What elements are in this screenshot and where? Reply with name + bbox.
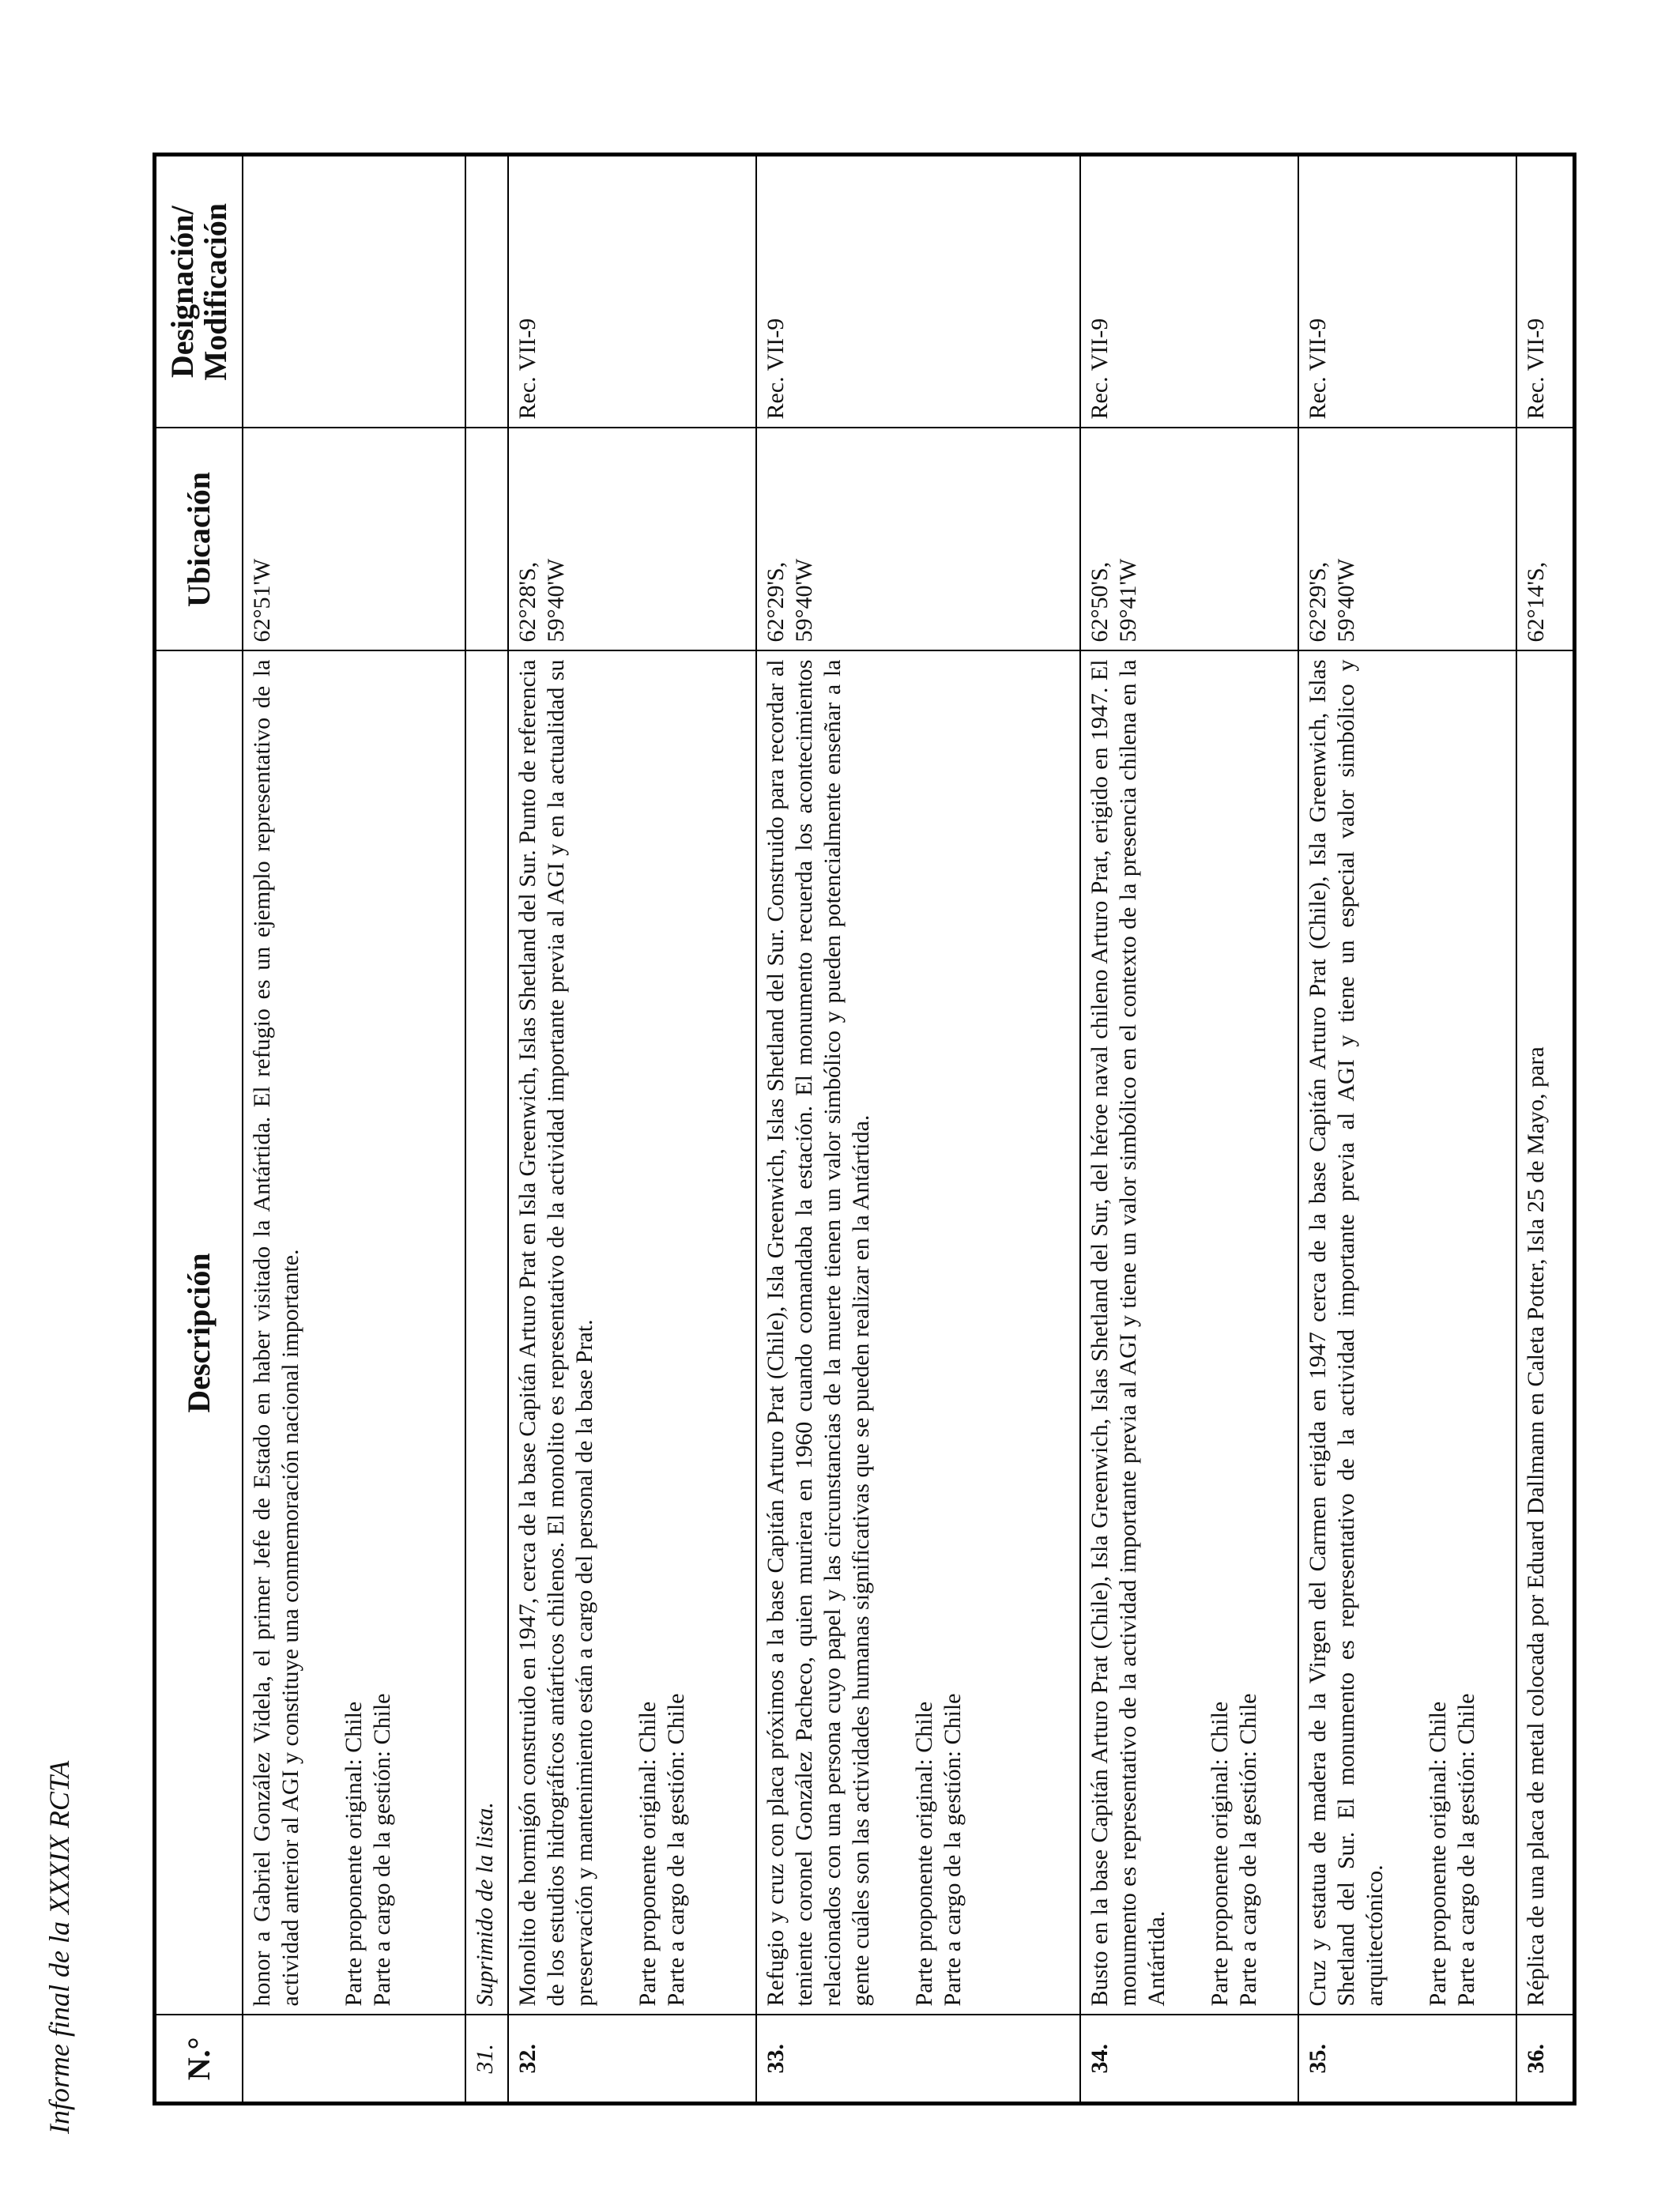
row-number: 35. [1298, 2015, 1516, 2104]
party-management: Parte a cargo de la gestión: Chile [1235, 1693, 1261, 2007]
table-row [508, 155, 756, 2104]
header-number: N.° [155, 2015, 243, 2104]
row-location [1080, 428, 1298, 651]
party-original: Parte proponente original: Chile [1207, 1701, 1233, 2007]
row-location [243, 428, 465, 651]
description-text: Refugio y cruz con placa próximos a la base Capitán Arturo Prat (Chile), Isla Greenwich, Islas Shetland del Sur. Construido para recordar al teniente coronel González Pacheco, quien muriera en 1960 cuando comandaba la estación. El monumento recuerda los acontecimientos relacionados con una persona cuyo papel y las circunstancias de la muerte tienen un valor simbólico y pueden potencialmente enseñar a la gente cuáles son las actividades humanas significativas que se pueden realizar en la Antártida. [763, 659, 874, 2007]
location-line1: 62°50'S, [1087, 561, 1113, 643]
header-designation-line1: Designación/ [164, 205, 200, 379]
table-row [243, 155, 465, 2104]
party-original: Parte proponente original: Chile [911, 1701, 937, 2007]
table-row [1080, 155, 1298, 2104]
header-designation-line2: Modificación [198, 203, 233, 381]
row-description [1516, 651, 1575, 2015]
row-number: 33. [756, 2015, 1080, 2104]
row-description [508, 651, 756, 2015]
table-row [1516, 155, 1575, 2104]
row-number: 34. [1080, 2015, 1298, 2104]
table-row [1298, 155, 1516, 2104]
monuments-table [153, 153, 1576, 2105]
row-location [1516, 428, 1575, 651]
party-management: Parte a cargo de la gestión: Chile [369, 1693, 395, 2007]
row-description [1298, 651, 1516, 2015]
header-location: Ubicación [155, 428, 243, 651]
table-row [756, 155, 1080, 2104]
row-location [1298, 428, 1516, 651]
party-management: Parte a cargo de la gestión: Chile [940, 1693, 966, 2007]
party-original: Parte proponente original: Chile [341, 1701, 367, 2007]
row-designation [243, 155, 465, 428]
location-line1: 62°29'S, [1305, 561, 1331, 643]
description-text: Suprimido de la lista. [472, 1802, 498, 2007]
description-text: Réplica de una placa de metal colocada por Eduard Dallmann en Caleta Potter, Isla 25 de Mayo, para [1523, 1046, 1549, 2007]
row-location [508, 428, 756, 651]
row-number: 31. [465, 2015, 508, 2104]
row-designation: Rec. VII-9 [1080, 155, 1298, 428]
location-line1: 62°51'W [249, 558, 275, 643]
row-designation: Rec. VII-9 [508, 155, 756, 428]
row-description [1080, 651, 1298, 2015]
party-original: Parte proponente original: Chile [635, 1701, 661, 2007]
location-line1: 62°14'S, [1523, 561, 1549, 643]
location-line1: 62°29'S, [763, 561, 789, 643]
location-line2: 59°40'W [791, 558, 817, 643]
header-description: Descripción [155, 651, 243, 2015]
row-location [465, 428, 508, 651]
table-row [465, 155, 508, 2104]
row-designation [465, 155, 508, 428]
row-number: 36. [1516, 2015, 1575, 2104]
header-designation [155, 155, 243, 428]
party-original: Parte proponente original: Chile [1425, 1701, 1451, 2007]
row-designation: Rec. VII-9 [1298, 155, 1516, 428]
row-location [756, 428, 1080, 651]
location-line2: 59°40'W [543, 558, 569, 643]
description-text: Monolito de hormigón construido en 1947, cerca de la base Capitán Arturo Prat en Isla Greenwich, Islas Shetland del Sur. Punto de referencia de los estudios hidrográficos antárticos chilenos. El monolito es representativo de la actividad importante previa al AGI y en la actualidad su preservación y mantenimiento están a cargo del personal de la base Prat. [514, 659, 597, 2007]
table-header-row [155, 155, 243, 2104]
rotated-page [153, 156, 1576, 2105]
description-text: honor a Gabriel González Videla, el primer Jefe de Estado en haber visitado la Antártida. El refugio es un ejemplo representativo de la actividad anterior al AGI y constituye una conmemoración nacional importante. [249, 659, 303, 2007]
row-number [243, 2015, 465, 2104]
row-designation: Rec. VII-9 [756, 155, 1080, 428]
running-header: Informe final de la XXXIX RCTA [43, 1760, 75, 2134]
row-description [756, 651, 1080, 2015]
party-management: Parte a cargo de la gestión: Chile [663, 1693, 689, 2007]
row-number: 32. [508, 2015, 756, 2104]
location-line2: 59°40'W [1333, 558, 1359, 643]
description-text: Cruz y estatua de madera de la Virgen del Carmen erigida en 1947 cerca de la base Capitán Arturo Prat (Chile), Isla Greenwich, Islas Shetland del Sur. El monumento es representativo de la actividad importante previa al AGI y tiene un especial valor simbólico y arquitectónico. [1305, 659, 1388, 2007]
location-line2: 59°41'W [1115, 558, 1141, 643]
row-description [243, 651, 465, 2015]
row-description [465, 651, 508, 2015]
party-management: Parte a cargo de la gestión: Chile [1453, 1693, 1479, 2007]
description-text: Busto en la base Capitán Arturo Prat (Chile), Isla Greenwich, Islas Shetland del Sur, del héroe naval chileno Arturo Prat, erigido en 1947. El monumento es representativo de la actividad importante previa al AGI y tiene un valor simbólico en el contexto de la presencia chilena en la Antártida. [1087, 659, 1170, 2007]
location-line1: 62°28'S, [514, 561, 541, 643]
row-designation: Rec. VII-9 [1516, 155, 1575, 428]
